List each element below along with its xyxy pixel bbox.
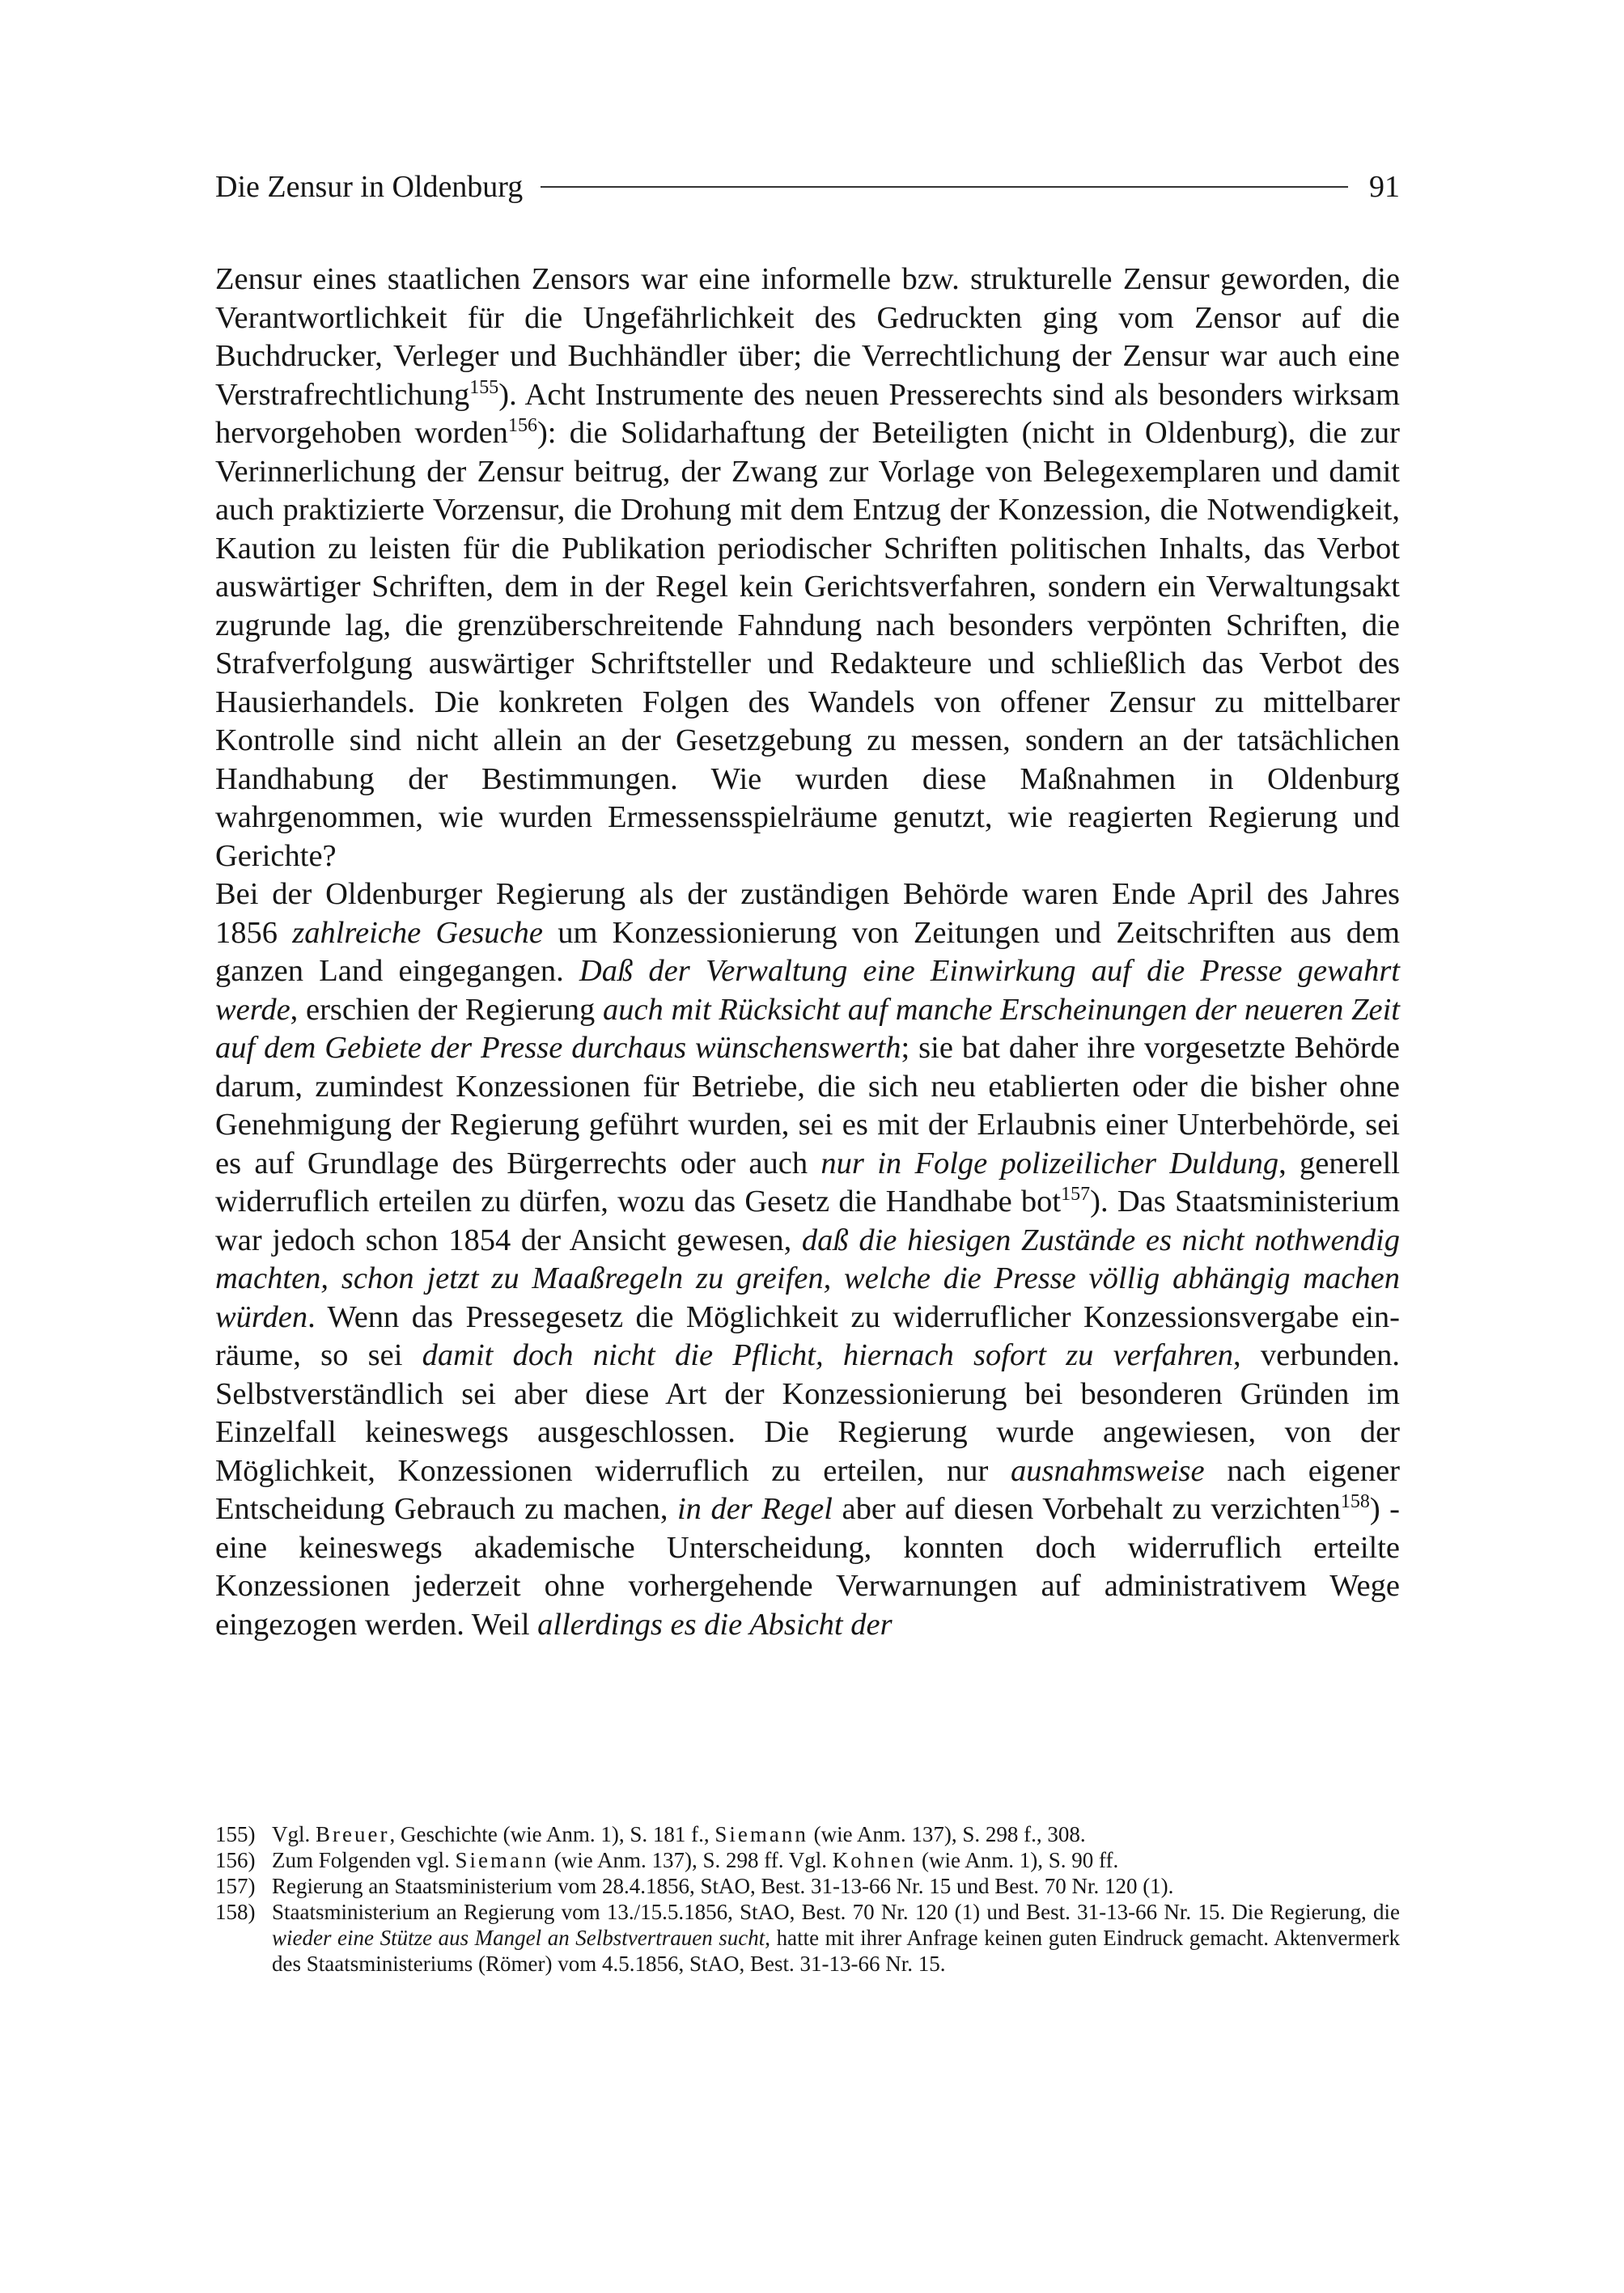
emphasis-text: Daß der Verwaltung eine Einwirkung auf die Presse gewahrt werde [215,954,1400,1027]
footnote-ref: 156 [507,415,537,436]
emphasis-text: zahlreiche Gesuche [292,915,543,950]
body-text [215,261,1400,1644]
footnote-ref: 157 [1061,1184,1091,1205]
text-run: , hatte mit ihrer Anfrage keinen guten Eindruck gemacht. Aktenvermerk des Staatsministeriums (Römer) vom 4.5.1856, StAO, Best. 31-13-66 Nr. 15. [272,1926,1400,1976]
text-run: Vgl. [272,1822,316,1846]
text-run: um Konzessionierung von Zeitungen und Zeitschriften aus dem ganzen Land eingegangen. [215,915,1401,988]
text-run: . Wenn das Pressegesetz die Möglichkeit zu widerruflicher Konzessionsvergabe einräume, so sei [215,1299,1400,1372]
footnote [215,1821,1400,1847]
text-run: , erschien der Regierung [290,992,603,1027]
text-run: , verbunden. Selbstverständlich sei aber diese Art der Konzessionierung bei besonderen Gründen im Einzelfall keineswegs ausgeschlossen. Die Regierung wurde angewiesen, von der Möglichkeit, Konzessionen widerruflich zu erteilen, nur [215,1338,1400,1488]
page-number: 91 [1369,170,1400,204]
footnote [215,1899,1400,1977]
emphasis-text: wieder eine Stütze aus Mangel an Selbstvertrauen sucht [272,1926,765,1950]
header-rule [541,186,1348,188]
footnote-number: 155) [215,1822,256,1846]
footnote [215,1847,1400,1873]
text-run: nach eigener Entscheidung Gebrauch zu machen, [215,1453,1400,1526]
footnotes [215,1821,1400,1977]
footnote-number: 156) [215,1848,256,1872]
text-run: Zensur eines staatlichen Zensors war eine informelle bzw. strukturelle Zensur geworden, die Verantwortlichkeit für die Ungefährlichkeit des Gedruckten ging vom Zensor auf die Buchdrucker, Verleger und Buchhändler über; die Verrechtlichung der Zensur war auch eine Verstrafrechtlichung [215,262,1400,412]
running-title: Die Zensur in Oldenburg [215,170,524,204]
text-run: ). Das Staatsministerium war jedoch schon 1854 der Ansicht gewesen, [215,1185,1400,1257]
emphasis-text: allerdings es die Absicht der [537,1607,893,1642]
running-header [215,167,1400,207]
text-run: Zum Folgenden vgl. [272,1848,456,1872]
text-run: Regierung an Staatsministerium vom 28.4.1856, StAO, Best. 31-13-66 Nr. 15 und Best. 70 Nr. 120 (1). [272,1874,1174,1898]
text-run: ; sie bat daher ihre vorgesetzte Behörde darum, zumindest Konzessionen für Betriebe, die sich neu etablierten oder die bisher ohne Genehmigung der Regierung geführt wurden, sei es mit der Erlaubnis einer Unterbehörde, sei es auf Grundlage des Bürgerrechts oder auch [215,1031,1400,1180]
text-run: (wie Anm. 137), S. 298 ff. Vgl. [548,1848,833,1872]
text-run: Staatsministerium an Regierung vom 13./15.5.1856, StAO, Best. 70 Nr. 120 (1) und Best. 31-13-66 Nr. 15. Die Regierung, die [272,1900,1400,1924]
footnote-number: 157) [215,1874,256,1898]
author-name: Siemann [714,1822,808,1846]
text-run: ). Acht Instrumente des neuen Presserechts sind als besonders wirksam hervorgehoben worden [215,377,1400,450]
footnote-number: 158) [215,1900,256,1924]
text-run: , generell widerruflich erteilen zu dürfen, wozu das Gesetz die Handhabe bot [215,1146,1400,1219]
emphasis-text: ausnahmsweise [1011,1453,1205,1488]
body-paragraph [215,875,1400,1644]
text-run: Bei der Oldenburger Regierung als der zuständigen Behörde waren Ende April des Jahres 1856 [215,877,1400,950]
emphasis-text: nur in Folge polizeilicher Duldung [820,1146,1279,1180]
text-run: (wie Anm. 1), S. 90 ff. [916,1848,1119,1872]
text-run: ): die Solidarhaftung der Beteiligten (nicht in Oldenburg), die zur Verinnerlichung der Zensur beitrug, der Zwang zur Vorlage von Belegexemplaren und damit auch praktizierte Vorzensur, die Drohung mit dem Entzug der Konzession, die Notwendigkeit, Kaution zu leisten für die Publikation periodischer Schriften politischen Inhalts, das Verbot auswärtiger Schriften, dem in der Regel kein Gerichtsverfahren, sondern ein Verwaltungsakt zugrunde lag, die grenzüberschreitende Fahndung nach besonders verpönten Schriften, die Strafverfolgung auswärtiger Schriftsteller und Redakteure und schließlich das Verbot des Hausierhandels. Die konkreten Folgen des Wandels von offener Zensur zu mittelbarer Kontrolle sind nicht allein an der Gesetzgebung zu messen, sondern an der tatsächlichen Handhabung der Bestimmungen. Wie wurden diese Maßnahmen in Oldenburg wahrgenommen, wie wurden Ermessensspielräume genutzt, wie reagierten Regierung und Gerichte? [215,416,1400,873]
text-run: , Geschichte (wie Anm. 1), S. 181 f., [389,1822,715,1846]
author-name: Siemann [455,1848,549,1872]
emphasis-text: daß die hiesigen Zustände es nicht nothwendig machten, schon jetzt zu Maaßregeln zu greifen, welche die Presse völlig abhängig machen würden [215,1223,1400,1334]
footnote [215,1873,1400,1899]
footnote-ref: 158 [1340,1491,1370,1512]
author-name: Kohnen [832,1848,917,1872]
emphasis-text: damit doch nicht die Pflicht, hiernach sofort zu verfahren [422,1338,1233,1372]
text-run: (wie Anm. 137), S. 298 f., 308. [808,1822,1086,1846]
emphasis-text: auch mit Rücksicht auf manche Erscheinungen der neueren Zeit auf dem Gebiete der Presse durchaus wünschenswerth [215,992,1400,1065]
text-run: aber auf diesen Vorbehalt zu verzichten [832,1492,1341,1526]
emphasis-text: in der Regel [676,1492,833,1526]
author-name: Breuer [316,1822,390,1846]
footnote-ref: 155 [469,376,499,398]
body-paragraph [215,261,1400,875]
text-run: ) - eine keineswegs akademische Unterscheidung, konnten doch widerruflich erteilte Konzessionen jederzeit ohne vorhergehende Verwarnungen auf administrativem Wege eingezogen werden. Weil [215,1492,1400,1642]
